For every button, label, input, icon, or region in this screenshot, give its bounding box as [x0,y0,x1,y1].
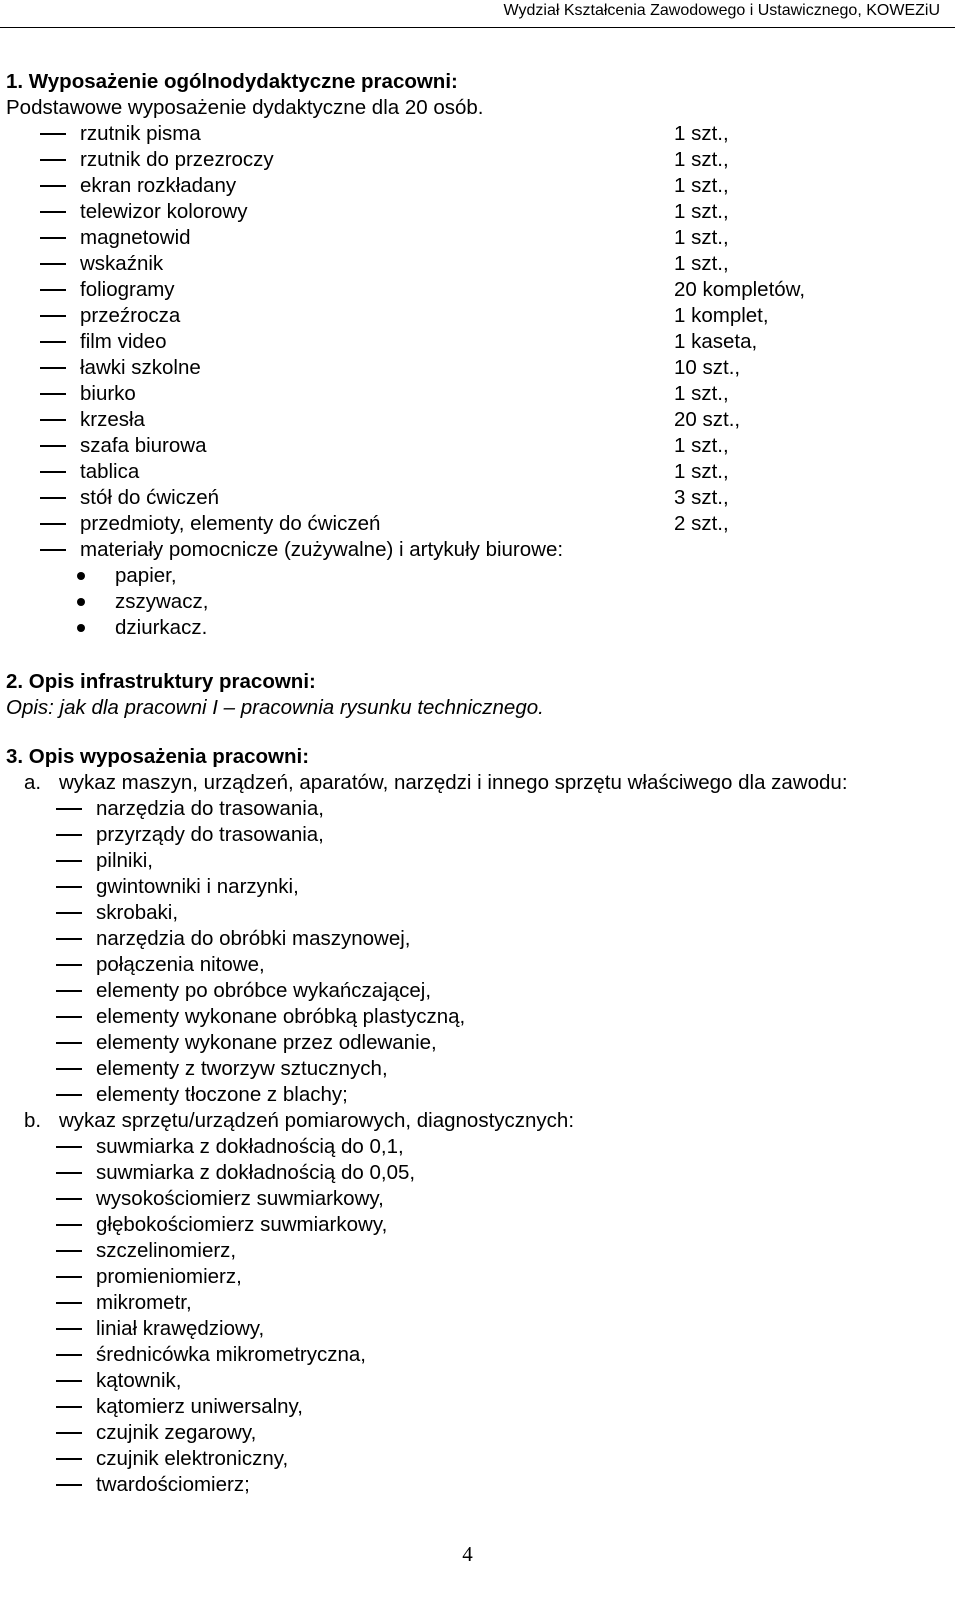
subsection-a-label: a. [24,771,42,794]
dash-marker [56,912,82,914]
dash-marker [56,1016,82,1018]
subsection-b-label: b. [24,1109,42,1132]
dash-marker [56,1094,82,1096]
section-1-intro: Podstawowe wyposażenie dydaktyczne dla 20 osób. [6,96,484,119]
dash-marker [40,445,66,447]
subsection-a-text: wykaz maszyn, urządzeń, aparatów, narzędzi i innego sprzętu właściwego dla zawodu: [59,771,848,794]
dash-marker [40,419,66,421]
page-number: 4 [462,1542,473,1566]
section-3-heading: 3. Opis wyposażenia pracowni: [6,745,310,768]
dash-marker [56,1354,82,1356]
list-item: biurko 1 szt., [40,381,940,407]
dash-marker [56,1198,82,1200]
dash-marker [56,964,82,966]
list-item: stół do ćwiczeń 3 szt., [40,485,940,511]
section-2-heading: 2. Opis infrastruktury pracowni: [6,670,316,693]
dash-marker [56,1276,82,1278]
bullet-marker [77,624,85,632]
dash-marker [40,263,66,265]
section-2-text: Opis: jak dla pracowni I – pracownia rysunku technicznego. [6,696,544,719]
dash-marker [40,549,66,551]
dash-marker [56,1146,82,1148]
bullet-marker [77,598,85,606]
dash-marker [56,1224,82,1226]
dash-marker [56,1172,82,1174]
dash-marker [40,523,66,525]
page-header: Wydział Kształcenia Zawodowego i Ustawicznego, KOWEZiU [503,2,940,19]
list-item: film video 1 kaseta, [40,329,940,355]
list-item: przeźrocza 1 komplet, [40,303,940,329]
dash-marker [56,1380,82,1382]
dash-marker [56,938,82,940]
dash-marker [40,159,66,161]
list-item: wskaźnik 1 szt., [40,251,940,277]
dash-marker [40,289,66,291]
list-item: krzesła 20 szt., [40,407,940,433]
list-item: materiały pomocnicze (zużywalne) i artykuły biurowe: [40,537,940,563]
list-item: rzutnik do przezroczy 1 szt., [40,147,940,173]
dash-marker [56,886,82,888]
list-item: magnetowid 1 szt., [40,225,940,251]
dash-marker [56,1068,82,1070]
header-divider [0,27,955,28]
dash-marker [56,1250,82,1252]
dash-marker [40,185,66,187]
list-item: tablica 1 szt., [40,459,940,485]
list-item: telewizor kolorowy 1 szt., [40,199,940,225]
list-item: szafa biurowa 1 szt., [40,433,940,459]
dash-marker [56,1328,82,1330]
list-item: foliogramy 20 kompletów, [40,277,940,303]
dash-marker [40,367,66,369]
dash-marker [56,1042,82,1044]
dash-marker [56,1484,82,1486]
subsection-b-text: wykaz sprzętu/urządzeń pomiarowych, diagnostycznych: [59,1109,575,1132]
bullet-marker [77,572,85,580]
list-item: przedmioty, elementy do ćwiczeń 2 szt., [40,511,940,537]
list-item: ekran rozkładany 1 szt., [40,173,940,199]
dash-marker [56,1458,82,1460]
dash-marker [56,1302,82,1304]
dash-marker [40,237,66,239]
dash-marker [40,341,66,343]
dash-marker [56,860,82,862]
dash-marker [56,808,82,810]
section-1-heading: 1. Wyposażenie ogólnodydaktyczne pracowni: [6,70,458,93]
dash-marker [56,834,82,836]
dash-marker [56,990,82,992]
dash-marker [56,1432,82,1434]
dash-marker [40,497,66,499]
dash-marker [40,471,66,473]
dash-marker [40,211,66,213]
dash-marker [40,393,66,395]
dash-marker [40,315,66,317]
dash-marker [40,133,66,135]
list-item: rzutnik pisma 1 szt., [40,121,940,147]
list-item: ławki szkolne 10 szt., [40,355,940,381]
dash-marker [56,1406,82,1408]
